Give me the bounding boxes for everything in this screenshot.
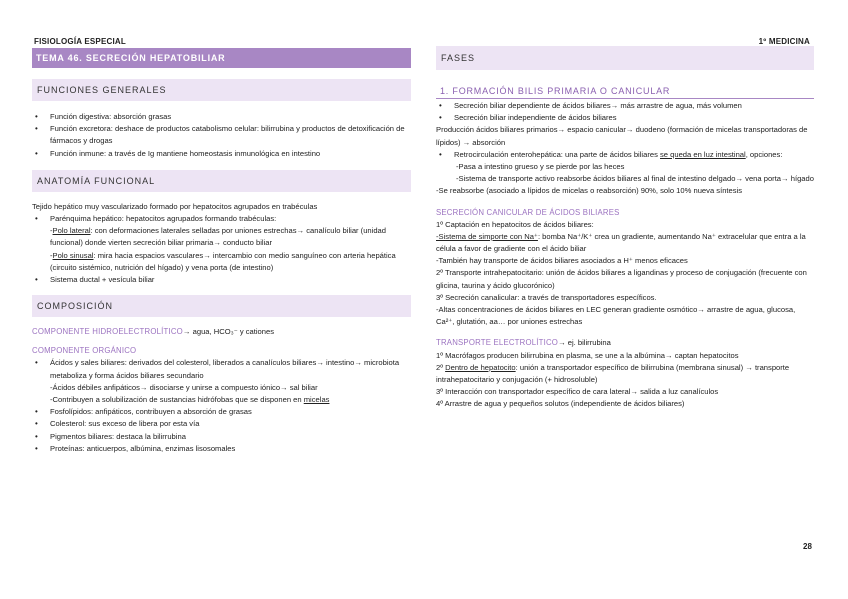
- list-item: • Sistema ductal + vesícula biliar: [32, 274, 411, 286]
- anatomia-list: [32, 213, 411, 286]
- parenquima-text: Parénquima hepático: hepatocitos agrupados formando trabéculas:: [50, 214, 277, 224]
- right-column: [436, 46, 814, 411]
- simporte-label: -Sistema de simporte con Na⁺: [436, 231, 538, 241]
- list-item: [436, 149, 814, 161]
- transporte-label-rest: → ej. bilirrubina: [558, 338, 611, 348]
- retro-sub: -Sistema de transporte activo reabsorbe ácidos biliares al final de intestino delgado→ vena porta→ hígado: [456, 174, 814, 184]
- canicular-line: 1º Captación en hepatocitos de ácidos biliares:: [436, 219, 594, 229]
- composicion-heading: COMPOSICIÓN: [32, 295, 411, 317]
- polo-lateral-label: Polo lateral: [52, 226, 91, 236]
- organico-list: [32, 357, 411, 455]
- hepatocito-label: Dentro de hepatocito: [445, 362, 516, 372]
- acidos-sub-text: -Contribuyen a solubilización de sustancias hidrófobas que se disponen en: [50, 395, 304, 405]
- canicular-heading: SECRECIÓN CANICULAR DE ÁCIDOS BILIARES: [436, 207, 620, 217]
- hidro-text: → agua, HCO₃⁻ y cationes: [182, 327, 275, 337]
- acidos-sub: -Ácidos débiles anfipáticos→ disociarse y unirse a compuesto iónico→ sal biliar: [50, 382, 318, 392]
- list-item: • Función excretora: deshace de productos catabolismo celular: bilirrubina y productos de detoxificación de fármacos y drogas: [32, 123, 411, 147]
- polo-sinusal: -Polo sinusal: mira hacia espacios vasculares→ intercambio con medio sanguíneo con arteria hepática (circuito sistémico, nutrición del hígado) y vena porta (de intestino): [50, 250, 396, 272]
- tema-title: TEMA 46. SECRECIÓN HEPATOBILIAR: [32, 48, 411, 68]
- organico-label: COMPONENTE ORGÁNICO: [32, 346, 137, 356]
- funciones-heading: FUNCIONES GENERALES: [32, 79, 411, 101]
- hepatocito-text: : unión a transportador específico de bilirrubina (membrana sinusal) → transporte intrahepatocitario y conjugación (+ hidrosoluble): [436, 362, 790, 385]
- retro-text: Retrocirculación enterohepática: una parte de ácidos biliares: [454, 149, 660, 159]
- retro-underlined: se queda en luz intestinal: [660, 149, 746, 159]
- canicular-line: 3º Secreción canalicular: a través de transportadores específicos.: [436, 292, 657, 302]
- list-item: • Secreción biliar independiente de ácidos biliares: [436, 112, 814, 124]
- transporte-line: 3º Interacción con transportador específico de cara lateral→ salida a luz canalículos: [436, 387, 719, 397]
- list-item: [32, 357, 411, 406]
- course-header: 1º MEDICINA: [758, 37, 810, 46]
- canicular-line: [436, 231, 814, 255]
- transporte-heading: [436, 337, 814, 349]
- acidos-sub: [50, 394, 411, 406]
- left-column: [32, 48, 411, 455]
- hidro-label: COMPONENTE HIDROELECTROLÍTICO: [32, 327, 183, 337]
- subject-header: FISIOLOGÍA ESPECIAL: [34, 37, 126, 46]
- transporte-label: TRANSPORTE ELECTROLÍTICO: [436, 338, 559, 348]
- acidos-text: Ácidos y sales biliares: derivados del colesterol, liberados a canalículos biliares→ intestino→ microbiota metaboliza y forma ácidos biliares secundario: [50, 358, 400, 380]
- transporte-step: 2º: [436, 362, 446, 372]
- anatomia-intro: Tejido hepático muy vascularizado formado por hepatocitos agrupados en trabéculas: [32, 201, 318, 211]
- retro-post: , opciones:: [745, 149, 783, 159]
- list-item: [32, 213, 411, 274]
- reabsorbe-text: -Se reabsorbe (asociado a lípidos de micelas o reabsorción) 90%, solo 10% nueva síntesis: [436, 186, 743, 196]
- funciones-list: [32, 111, 411, 160]
- fases-heading: FASES: [436, 46, 814, 70]
- polo-sinusal-text: : mira hacia espacios vasculares→ intercambio con medio sanguíneo con arteria hepática (circuito sistémico, nutrición del hígado) y vena porta (de intestino): [50, 250, 396, 272]
- list-item: • Colesterol: sus exceso de libera por esta vía: [32, 418, 411, 430]
- hidro-line: [32, 326, 411, 338]
- formacion-list: [436, 100, 814, 124]
- retro-sub: -Pasa a intestino grueso y se pierde por las heces: [456, 162, 625, 172]
- polo-lateral-text: : con deformaciones laterales selladas por uniones estrechas→ canalículo biliar (unidad funcional) donde vierten secreción biliar primaria→ conducto biliar: [50, 226, 387, 248]
- transporte-line: 1º Macrófagos producen bilirrubina en plasma, se une a la albúmina→ captan hepatocitos: [436, 350, 739, 360]
- canicular-line: -También hay transporte de ácidos biliares asociados a H⁺ menos eficaces: [436, 256, 688, 266]
- retro-list: [436, 149, 814, 161]
- formacion-heading: 1. FORMACIÓN BILIS PRIMARIA O CANICULAR: [436, 84, 814, 99]
- list-item: • Proteínas: anticuerpos, albúmina, enzimas lisosomales: [32, 443, 411, 455]
- produccion-text: Producción ácidos biliares primarios→ espacio canicular→ duodeno (formación de micelas transportadoras de lípidos) → absorción: [436, 125, 808, 147]
- list-item: • Función digestiva: absorción grasas: [32, 111, 411, 123]
- anatomia-heading: ANATOMÍA FUNCIONAL: [32, 170, 411, 192]
- simporte-text: : bomba Na⁺/K⁺ crea un gradiente, aumentando Na⁺ extracelular que entra a la célula a favor de gradiente con el ácido biliar: [436, 231, 806, 254]
- page-number: 28: [803, 542, 812, 551]
- micelas-term: micelas: [303, 395, 330, 405]
- polo-sinusal-label: Polo sinusal: [52, 250, 94, 260]
- list-item: • Pigmentos biliares: destaca la bilirrubina: [32, 431, 411, 443]
- list-item: • Fosfolípidos: anfipáticos, contribuyen a absorción de grasas: [32, 406, 411, 418]
- polo-lateral: -Polo lateral: con deformaciones laterales selladas por uniones estrechas→ canalículo biliar (unidad funcional) donde vierten secreción biliar primaria→ conducto biliar: [50, 226, 387, 248]
- transporte-line: 4º Arrastre de agua y pequeños solutos (independiente de ácidos biliares): [436, 399, 685, 409]
- canicular-line: -Altas concentraciones de ácidos biliares en LEC generan gradiente osmótico→ arrastre de agua, glucosa, Ca²⁺, glutatión, aa… por uniones estrechas: [436, 305, 796, 327]
- transporte-line: [436, 362, 814, 386]
- canicular-line: 2º Transporte intrahepatocitario: unión de ácidos biliares a ligandinas y proceso de conjugación (frecuente con glicina, taurina y ácido glucorónico): [436, 268, 807, 290]
- list-item: • Secreción biliar dependiente de ácidos biliares→ más arrastre de agua, más volumen: [436, 100, 814, 112]
- list-item: • Función inmune: a través de Ig mantiene homeostasis inmunológica en intestino: [32, 148, 411, 160]
